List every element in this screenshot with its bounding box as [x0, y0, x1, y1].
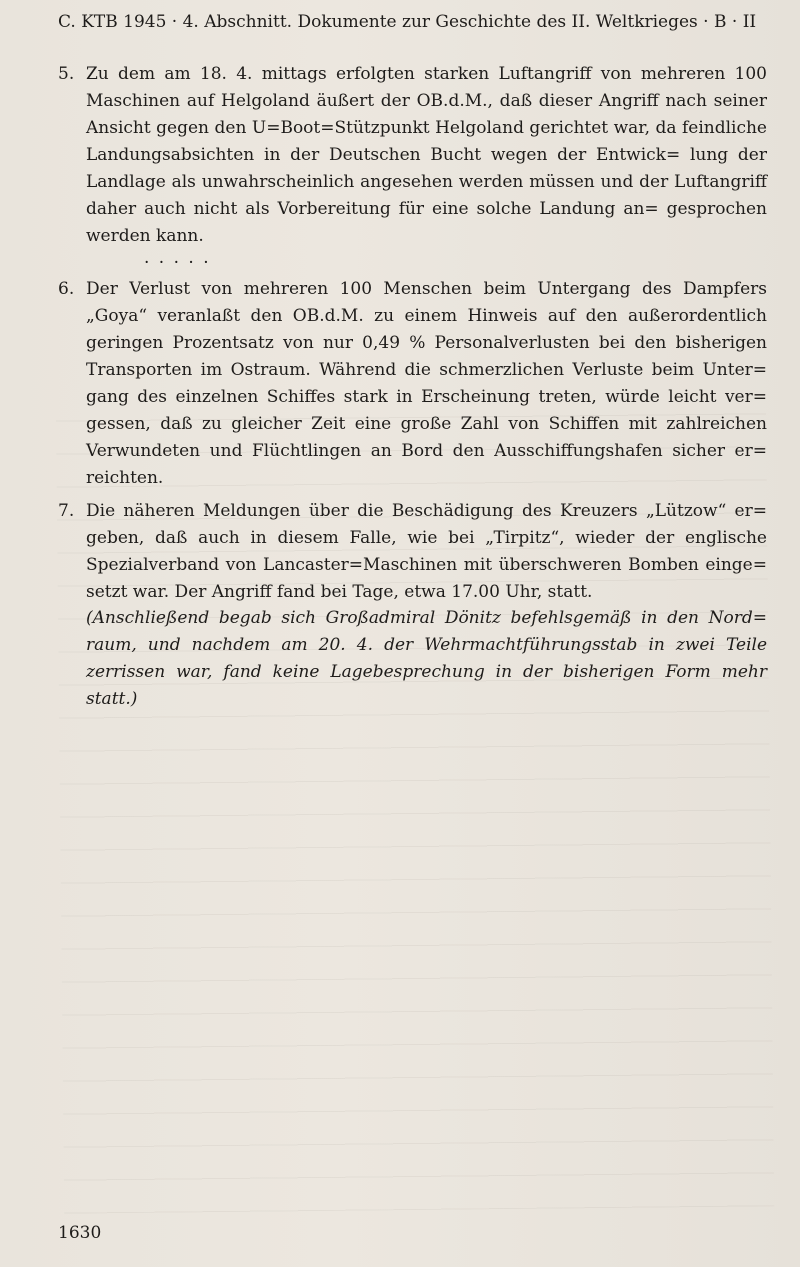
numbered-items [58, 61, 767, 612]
item-number: 6. [58, 279, 75, 299]
omission-mark: · · · · · [144, 253, 211, 273]
item-7 [58, 498, 767, 606]
item-6 [58, 276, 767, 492]
item-text: Die näheren Meldungen über die Beschädigung des Kreuzers „Lützow“ er= geben, daß auch in diesem Falle, wie bei „Tirpitz“, wieder der englische Spezialverband von Lancaster=Maschinen mit überschweren Bomben einge= setzt war. Der Angriff fand bei Tage, etwa 17.00 Uhr, statt. [86, 501, 767, 602]
item-number: 7. [58, 501, 75, 521]
item-number: 5. [58, 64, 75, 84]
running-head: C. KTB 1945 · 4. Abschnitt. Dokumente zur Geschichte des II. Weltkrieges · B · II [58, 12, 757, 32]
item-text: Zu dem am 18. 4. mittags erfolgten starken Luftangriff von mehreren 100 Maschinen auf Helgoland äußert der OB.d.M., daß dieser Angriff nach seiner Ansicht gegen den U=Boot=Stützpunkt Helgoland gerichtet war, da feindliche Landungsabsichten in der Deutschen Bucht wegen der Entwick= lung der Landlage als unwahrscheinlich angesehen werden müssen und der Luftangriff daher auch nicht als Vorbereitung für eine solche Landung an= gesprochen werden kann. [86, 64, 767, 246]
item-text: Der Verlust von mehreren 100 Menschen beim Untergang des Dampfers „Goya“ veranlaßt den OB.d.M. zu einem Hinweis auf den außerordentlich geringen Prozentsatz von nur 0,49 % Personalverlusten bei den bisherigen Transporten im Ostraum. Während die schmerzlichen Verluste beim Unter= gang des einzelnen Schiffes stark in Erscheinung treten, würde leicht ver= gessen, daß zu gleicher Zeit eine große Zahl von Schiffen mit zahlreichen Verwundeten und Flüchtlingen an Bord den Ausschiffungshafen sicher er= reichten. [86, 279, 767, 488]
editorial-note: (Anschließend begab sich Großadmiral Dönitz befehlsgemäß in den Nord= raum, und nachdem am 20. 4. der Wehrmachtführungsstab in zwei Teile zerrissen war, fand keine Lagebesprechung in der bisherigen Form mehr statt.) [86, 608, 767, 709]
page-number: 1630 [58, 1223, 102, 1243]
item-5 [58, 61, 767, 250]
